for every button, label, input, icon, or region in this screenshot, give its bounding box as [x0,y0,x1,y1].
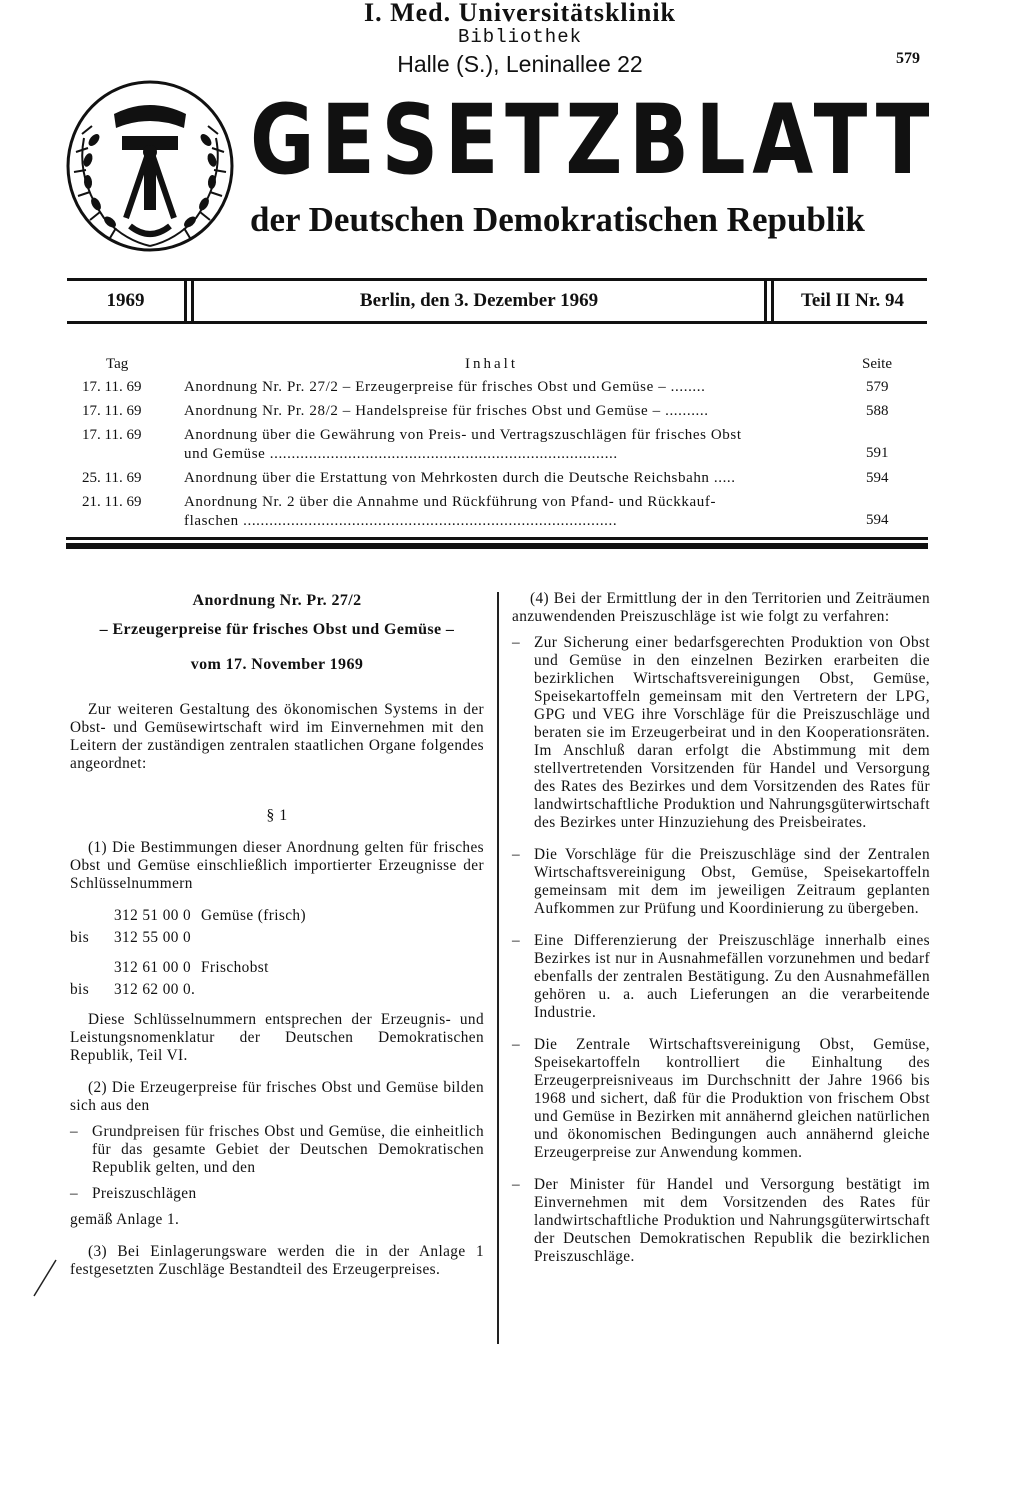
toc-title [184,493,824,531]
toc-row [80,402,920,423]
masthead-subtitle: der Deutschen Demokratischen Republik [250,200,865,239]
issue-number: Teil II Nr. 94 [771,281,931,321]
section-heading: § 1 [266,807,288,824]
toc-page: 594 [866,470,889,486]
toc-header-date: Tag [106,356,129,372]
article-date: vom 17. November 1969 [190,656,364,673]
toc-row [80,469,920,490]
toc-title [184,426,824,464]
code-range-word: bis [70,981,90,998]
paragraph-3: (3) Bei Einlagerungsware werden die in der Anlage 1 festgesetzten Zuschläge Bestandteil des Erzeugerpreises. [70,1243,484,1278]
toc-header-page: Seite [862,356,892,372]
separator-line-thin [66,537,928,540]
toc-row [80,378,920,399]
list-item: – Grundpreisen für frisches Obst und Gemüse, die einheitlich für das gesamte Gebiet der Deutschen Demokratischen Republik gelten, und den [70,1123,484,1177]
code-number: 312 55 00 0 [114,929,192,946]
toc-title-line-1: Anordnung über die Gewährung von Preis- und Vertragszuschlägen für frisches Obst [184,427,742,443]
toc-header-content: Inhalt [465,356,518,372]
list-item: – Die Zentrale Wirtschaftsvereinigung Obst, Gemüse, Speisekartoffeln kontrolliert die Einhaltung des Erzeugerpreisniveaus im Durchschnitt der Jahre 1966 bis 1968 und sichert, daß für die Produktion von frischem Obst und Gemüse in Bezirken mit annähernd gleichen natürlichen und ökonomischen Bedingungen auch annähernd gleiche Erzeugerpreise zur Anwendung kommen. [512,1036,930,1162]
paragraph-2-end: gemäß Anlage 1. [70,1211,180,1228]
code-row [70,929,484,951]
state-emblem-icon [64,78,236,253]
toc-date: 21. 11. 69 [82,494,142,510]
toc-page: 579 [866,379,889,395]
toc-title-line-2: und Gemüse ................................................................................ [184,446,618,462]
code-row [70,907,484,929]
left-column [70,590,484,1279]
stamp-line-3: Halle (S.), Leninallee 22 [397,51,643,77]
issue-info-bar [67,278,927,324]
toc-title: Anordnung Nr. Pr. 28/2 – Handelspreise für frisches Obst und Gemüse – .......... [184,403,709,419]
paragraph-1: (1) Die Bestimmungen dieser Anordnung gelten für frisches Obst und Gemüse einschließlich importierter Erzeugnisse der Schlüsselnummern [70,839,484,892]
toc-title-line-2: flaschen ...................................................................................... [184,513,618,529]
pen-mark-icon [30,1258,60,1298]
toc-title: Anordnung über die Erstattung von Mehrkosten durch die Deutsche Reichsbahn ..... [184,470,736,486]
toc-title: Anordnung Nr. Pr. 27/2 – Erzeugerpreise für frisches Obst und Gemüse – ........ [184,379,706,395]
toc-date: 17. 11. 69 [82,379,142,395]
code-label: Gemüse (frisch) [201,907,306,924]
paragraph-4: (4) Bei der Ermittlung der in den Territorien und Zeiträumen anzuwendenden Preiszuschläge ist wie folgt zu verfahren: [512,590,930,625]
stamp-line-2: Bibliothek [457,26,583,48]
library-stamp [330,0,710,78]
paragraph-2: (2) Die Erzeugerpreise für frisches Obst und Gemüse bilden sich aus den [70,1079,484,1114]
list-item: – Der Minister für Handel und Versorgung bestätigt im Einvernehmen mit dem Vorsitzenden des Rates für landwirtschaftliche Produktion und Nahrungsgüterwirtschaft der Deutschen Demokratischen Republik die bezirklichen Preiszuschläge. [512,1176,930,1266]
code-number: 312 51 00 0 [114,907,192,924]
separator-line-thick [66,543,928,549]
masthead-title: GESETZBLATT [250,84,936,196]
toc-date: 25. 11. 69 [82,470,142,486]
code-number: 312 62 00 0. [114,981,196,998]
toc-page: 591 [866,445,889,461]
toc-header [80,356,920,378]
list-item: – Eine Differenzierung der Preiszuschläge innerhalb eines Bezirkes ist nur in Ausnahmefällen vorzunehmen und bedarf ebenfalls der zentralen Bestätigung. Zu den Ausnahmefällen gehören u. a. auch Lieferungen an die verarbeitende Industrie. [512,932,930,1022]
toc-date: 17. 11. 69 [82,403,142,419]
list-item: – Die Vorschläge für die Preiszuschläge sind der Zentralen Wirtschaftsvereinigung Obst, Gemüse, Speisekartoffeln gemeinsam mit dem im jeweiligen Zeitraum geplanten Aufkommen zur Prüfung und Koordinierung zu übergeben. [512,846,930,918]
toc-date: 17. 11. 69 [82,427,142,443]
table-of-contents [80,356,920,536]
toc-page: 594 [866,512,889,528]
issue-year: 1969 [67,281,187,321]
toc-row [80,426,920,466]
page-number: 579 [896,50,920,67]
stamp-line-1: I. Med. Universitätsklinik [363,0,677,24]
list-item: – Preiszuschlägen [70,1185,484,1203]
list-item: – Zur Sicherung einer bedarfsgerechten Produktion von Obst und Gemüse in den einzelnen Bezirken erarbeiten die bezirklichen Wirtschaftsvereinigungen Obst, Gemüse, Speisekartoffeln gemeinsam mit den Vertretern der LPG, GPG und VEG ihre Vorschläge für die Preiszuschläge und beraten sie im Erzeugerbeirat und in den Kooperationsräten. Im Anschluß daran erfolgt die Abstimmung mit dem stellvertretenden Vorsitzenden für Handel und Versorgung des Rates des Bezirkes und dem Vorsitzenden des Rates für landwirtschaftliche Produktion und Nahrungsgüterwirtschaft des Bezirkes unter Hinzuziehung des Preisbeirates. [512,634,930,832]
paragraph-1-note: Diese Schlüsselnummern entsprechen der Erzeugnis- und Leistungsnomenklatur der Deutschen Demokratischen Republik, Teil VI. [70,1011,484,1064]
code-row [70,981,484,1003]
issue-place-date: Berlin, den 3. Dezember 1969 [191,281,767,321]
toc-row [80,493,920,533]
toc-page: 588 [866,403,889,419]
preamble-paragraph: Zur weiteren Gestaltung des ökonomischen Systems in der Obst- und Gemüsewirtschaft wird im Einvernehmen mit den Leitern der zuständigen zentralen staatlichen Organe folgendes angeordnet: [70,701,484,772]
code-label: Frischobst [201,959,269,976]
article-title-1: Anordnung Nr. Pr. 27/2 [192,592,362,609]
article-title-2: – Erzeugerpreise für frisches Obst und Gemüse – [99,621,455,638]
code-row [70,959,484,981]
code-range-word: bis [70,929,90,946]
right-column [512,590,930,1266]
toc-title-line-1: Anordnung Nr. 2 über die Annahme und Rückführung von Pfand- und Rückkauf- [184,494,717,510]
column-divider [497,592,499,1344]
code-number: 312 61 00 0 [114,959,192,976]
